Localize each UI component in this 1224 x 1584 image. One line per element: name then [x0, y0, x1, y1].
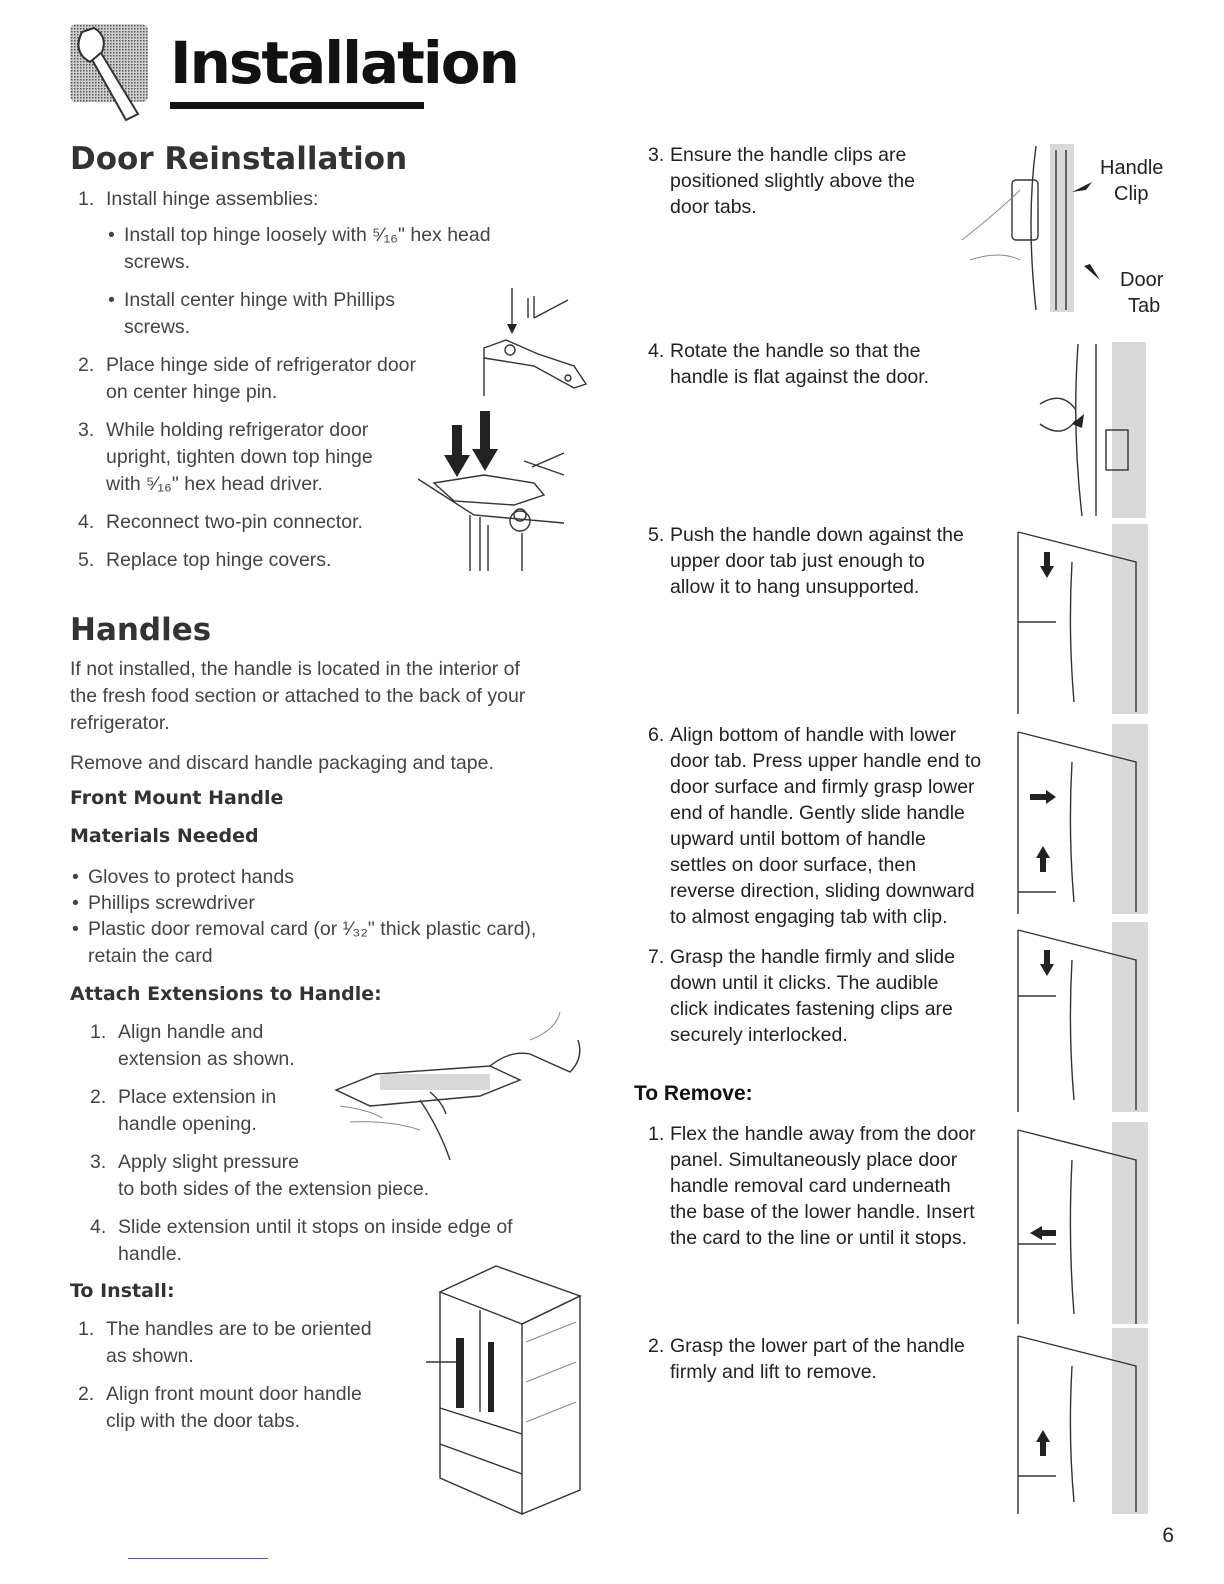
list-item-text: door tab. Press upper handle end to [670, 750, 982, 772]
section-title-door-reinstallation: Door Reinstallation [70, 141, 408, 177]
label-tab: Tab [1128, 295, 1161, 317]
paragraph-line: Remove and discard handle packaging and tape. [70, 752, 494, 774]
list-item: 2. [78, 354, 95, 376]
bullet: • [72, 866, 79, 888]
slide-down-handle-illustration [1016, 920, 1152, 1119]
list-item-text: with ⁵⁄₁₆" hex head driver. [106, 473, 323, 495]
list-item-text: door tabs. [670, 196, 757, 218]
list-item-text: screws. [124, 251, 191, 273]
list-item: 4. [78, 511, 95, 533]
list-item-text: upper door tab just enough to [670, 550, 925, 572]
list-item-text: upright, tighten down top hinge [106, 446, 373, 468]
list-item-text: allow it to hang unsupported. [670, 576, 920, 598]
rotate-handle-illustration [1032, 340, 1152, 525]
list-item-text: on center hinge pin. [106, 381, 278, 403]
subheading-to-install: To Install: [70, 1280, 175, 1302]
list-item: 4. [90, 1216, 107, 1238]
lift-handle-illustration [1016, 1326, 1152, 1521]
list-item-text: to almost engaging tab with clip. [670, 906, 948, 928]
list-item: 5. [648, 524, 665, 546]
refrigerator-illustration [426, 1262, 586, 1535]
list-item-text: reverse direction, sliding downward [670, 880, 975, 902]
list-item-text: Reconnect two-pin connector. [106, 511, 363, 533]
list-item-text: Grasp the lower part of the handle [670, 1335, 965, 1357]
handle-clip-illustration [960, 140, 1100, 325]
subheading-front-mount-handle: Front Mount Handle [70, 787, 284, 809]
list-item-text: Ensure the handle clips are [670, 144, 907, 166]
list-item-text: the card to the line or until it stops. [670, 1227, 967, 1249]
list-item-text: Plastic door removal card (or ¹⁄₃₂" thick plastic card), [88, 918, 537, 940]
list-item-text: Align front mount door handle [106, 1383, 362, 1405]
list-item-text: Install top hinge loosely with ⁵⁄₁₆" hex head [124, 224, 491, 246]
removal-card-illustration [1016, 1120, 1152, 1331]
bullet: • [72, 892, 79, 914]
list-item-text: Flex the handle away from the door [670, 1123, 976, 1145]
center-hinge-illustration [478, 288, 590, 403]
list-item-text: Install hinge assemblies: [106, 188, 319, 210]
handle-extension-illustration [330, 1010, 600, 1185]
bullet: • [108, 289, 115, 311]
list-item-text: handle opening. [118, 1113, 257, 1135]
list-item-text: securely interlocked. [670, 1024, 848, 1046]
paragraph-line: If not installed, the handle is located in the interior of [70, 658, 520, 680]
list-item-text: Apply slight pressure [118, 1151, 300, 1173]
list-item-text: extension as shown. [118, 1048, 295, 1070]
subheading-materials-needed: Materials Needed [70, 825, 259, 847]
page-number: 6 [1162, 1524, 1174, 1547]
list-item: 1. [78, 188, 95, 210]
list-item-text: Push the handle down against the [670, 524, 964, 546]
title-underline [170, 102, 424, 109]
list-item: 1. [78, 1318, 95, 1340]
list-item-text: door surface and firmly grasp lower [670, 776, 975, 798]
list-item-text: screws. [124, 316, 191, 338]
list-item-text: Place extension in [118, 1086, 277, 1108]
list-item-text: Slide extension until it stops on inside edge of [118, 1216, 513, 1238]
wrench-icon [68, 22, 150, 122]
list-item-text: Install center hinge with Phillips [124, 289, 395, 311]
list-item-text: upward until bottom of handle [670, 828, 926, 850]
list-item: 3. [648, 144, 665, 166]
list-item-text: click indicates fastening clips are [670, 998, 953, 1020]
paragraph-line: refrigerator. [70, 712, 170, 734]
list-item: 2. [648, 1335, 665, 1357]
list-item: 2. [78, 1383, 95, 1405]
label-handle: Handle [1100, 157, 1164, 179]
list-item: 7. [648, 946, 665, 968]
list-item-text: Replace top hinge covers. [106, 549, 332, 571]
section-title-handles: Handles [70, 612, 212, 648]
subheading-attach-extensions: Attach Extensions to Handle: [70, 983, 382, 1005]
list-item-text: Align bottom of handle with lower [670, 724, 957, 746]
list-item-text: clip with the door tabs. [106, 1410, 301, 1432]
list-item: 5. [78, 549, 95, 571]
bullet: • [108, 224, 115, 246]
subheading-to-remove: To Remove: [634, 1082, 753, 1105]
list-item: 4. [648, 340, 665, 362]
list-item-text: handle is flat against the door. [670, 366, 930, 388]
list-item-text: settles on door surface, then [670, 854, 917, 876]
list-item: 3. [78, 419, 95, 441]
list-item: 1. [90, 1021, 107, 1043]
list-item-text: While holding refrigerator door [106, 419, 369, 441]
list-item-text: end of handle. Gently slide handle [670, 802, 965, 824]
list-item-text: Gloves to protect hands [88, 866, 294, 888]
list-item: 3. [90, 1151, 107, 1173]
paragraph-line: the fresh food section or attached to the back of your [70, 685, 526, 707]
list-item-text: handle. [118, 1243, 182, 1265]
list-item: 1. [648, 1123, 665, 1145]
label-door: Door [1120, 269, 1164, 291]
list-item-text: retain the card [88, 945, 213, 967]
list-item-text: to both sides of the extension piece. [118, 1178, 430, 1200]
push-handle-illustration [1016, 522, 1152, 721]
list-item-text: positioned slightly above the [670, 170, 915, 192]
list-item-text: firmly and lift to remove. [670, 1361, 877, 1383]
list-item-text: Align handle and [118, 1021, 264, 1043]
page-title: Installation [170, 29, 518, 97]
top-hinge-illustration [414, 405, 574, 580]
list-item-text: down until it clicks. The audible [670, 972, 939, 994]
align-handle-illustration [1016, 722, 1152, 921]
label-clip: Clip [1114, 183, 1149, 205]
list-item: 6. [648, 724, 665, 746]
footer-rule [128, 1558, 268, 1559]
list-item: 2. [90, 1086, 107, 1108]
bullet: • [72, 918, 79, 940]
list-item-text: Rotate the handle so that the [670, 340, 921, 362]
list-item-text: panel. Simultaneously place door [670, 1149, 958, 1171]
list-item-text: The handles are to be oriented [106, 1318, 372, 1340]
list-item-text: handle removal card underneath [670, 1175, 951, 1197]
list-item-text: as shown. [106, 1345, 194, 1367]
list-item-text: Place hinge side of refrigerator door [106, 354, 417, 376]
list-item-text: the base of the lower handle. Insert [670, 1201, 975, 1223]
list-item-text: Phillips screwdriver [88, 892, 255, 914]
list-item-text: Grasp the handle firmly and slide [670, 946, 956, 968]
